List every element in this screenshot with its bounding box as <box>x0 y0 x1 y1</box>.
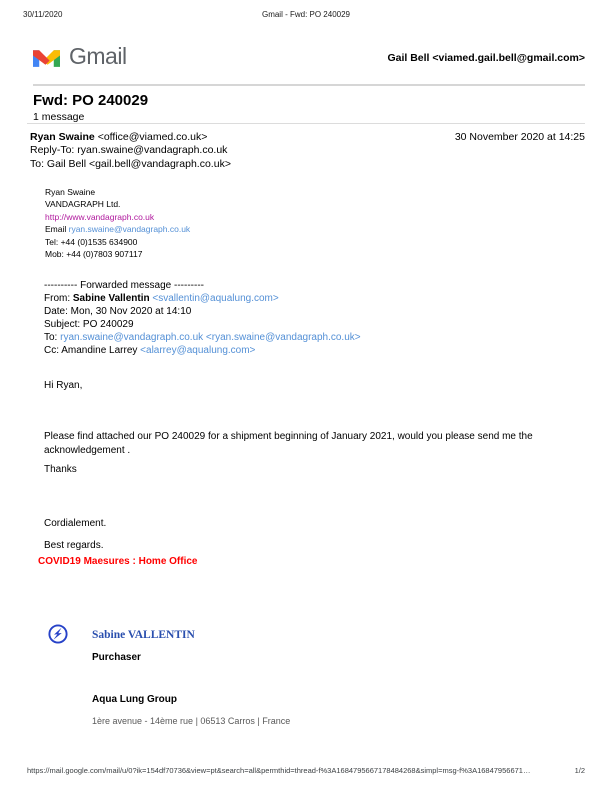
body-cordialement: Cordialement. <box>44 518 107 529</box>
body-paragraph-line2: acknowledgement . <box>44 444 131 456</box>
thread-subject: Fwd: PO 240029 <box>33 92 149 109</box>
signature-tel: Tel: +44 (0)1535 634900 <box>45 236 138 247</box>
forwarded-from-label: From: <box>44 292 73 304</box>
body-regards: Best regards. <box>44 540 104 551</box>
body-greeting: Hi Ryan, <box>44 380 83 391</box>
forwarded-subject-line: Subject: PO 240029 <box>44 318 134 330</box>
aqua-signature-company: Aqua Lung Group <box>92 694 177 705</box>
message-divider <box>27 123 585 124</box>
forwarded-to-label: To: <box>44 331 61 343</box>
signature-name: Ryan Swaine <box>45 187 96 197</box>
forwarded-cc-line <box>44 345 361 358</box>
gmail-m-icon <box>33 46 60 67</box>
message-header <box>30 131 585 171</box>
account-email: Gail Bell <viamed.gail.bell@gmail.com> <box>387 52 585 64</box>
forwarded-to-link[interactable]: ryan.swaine@vandagraph.co.uk <ryan.swaine@vandagraph.co.uk> <box>60 331 361 343</box>
print-date: 30/11/2020 <box>23 10 63 19</box>
forwarded-from-email-link[interactable]: <svallentin@aqualung.com> <box>149 292 279 304</box>
message-count: 1 message <box>33 111 85 123</box>
signature-company: VANDAGRAPH Ltd. <box>45 199 121 210</box>
aqua-signature-name: Sabine VALLENTIN <box>92 629 195 641</box>
signature-email-link[interactable]: ryan.swaine@vandagraph.co.uk <box>68 224 191 235</box>
aqua-signature-address: 1ère avenue - 14ème rue | 06513 Carros | France <box>92 716 291 726</box>
message-date: 30 November 2020 at 14:25 <box>454 131 585 143</box>
covid-notice: COVID19 Maesures : Home Office <box>38 556 198 567</box>
forwarded-cc-label: Cc: Amandine Larrey <box>44 344 141 356</box>
signature-mob: Mob: +44 (0)7803 907117 <box>45 249 143 260</box>
body-paragraph-line1: Please find attached our PO 240029 for a shipment beginning of January 2021, would you please send me the <box>44 431 533 442</box>
sender-line <box>30 131 585 144</box>
signature-email-label: Email <box>45 224 69 235</box>
signature-email-line <box>45 223 190 235</box>
body-paragraph <box>44 430 533 457</box>
forwarded-to-line <box>44 332 361 345</box>
to-line: To: Gail Bell <gail.bell@vandagraph.co.uk> <box>30 157 231 170</box>
aqualung-logo-icon <box>48 624 68 644</box>
sender-signature <box>45 186 190 260</box>
forwarded-header <box>44 280 361 357</box>
footer-url: https://mail.google.com/mail/u/0?ik=154df70736&view=pt&search=all&permthid=thread-f%3A1684795667178484268&simpl=msg-f%3A16847956671… <box>27 766 531 775</box>
gmail-wordmark: Gmail <box>69 43 127 69</box>
aqua-signature-role: Purchaser <box>92 652 141 663</box>
forwarded-date-line: Date: Mon, 30 Nov 2020 at 14:10 <box>44 305 192 317</box>
footer-page-number: 1/2 <box>574 766 585 775</box>
forwarded-cc-link[interactable]: <alarrey@aqualung.com> <box>140 344 256 356</box>
gmail-logo <box>33 43 127 70</box>
reply-to-line: Reply-To: ryan.swaine@vandagraph.co.uk <box>30 144 228 157</box>
forwarded-from-line <box>44 293 361 306</box>
signature-website-link[interactable]: http://www.vandagraph.co.uk <box>45 211 155 222</box>
forwarded-divider-text: ---------- Forwarded message --------- <box>44 280 204 291</box>
body-thanks: Thanks <box>44 464 77 475</box>
print-title: Gmail - Fwd: PO 240029 <box>261 10 351 19</box>
sender-name: Ryan Swaine <box>30 131 95 143</box>
sender-email: <office@viamed.co.uk> <box>94 131 208 143</box>
forwarded-from-name: Sabine Vallentin <box>72 292 150 304</box>
header-divider <box>33 84 585 86</box>
